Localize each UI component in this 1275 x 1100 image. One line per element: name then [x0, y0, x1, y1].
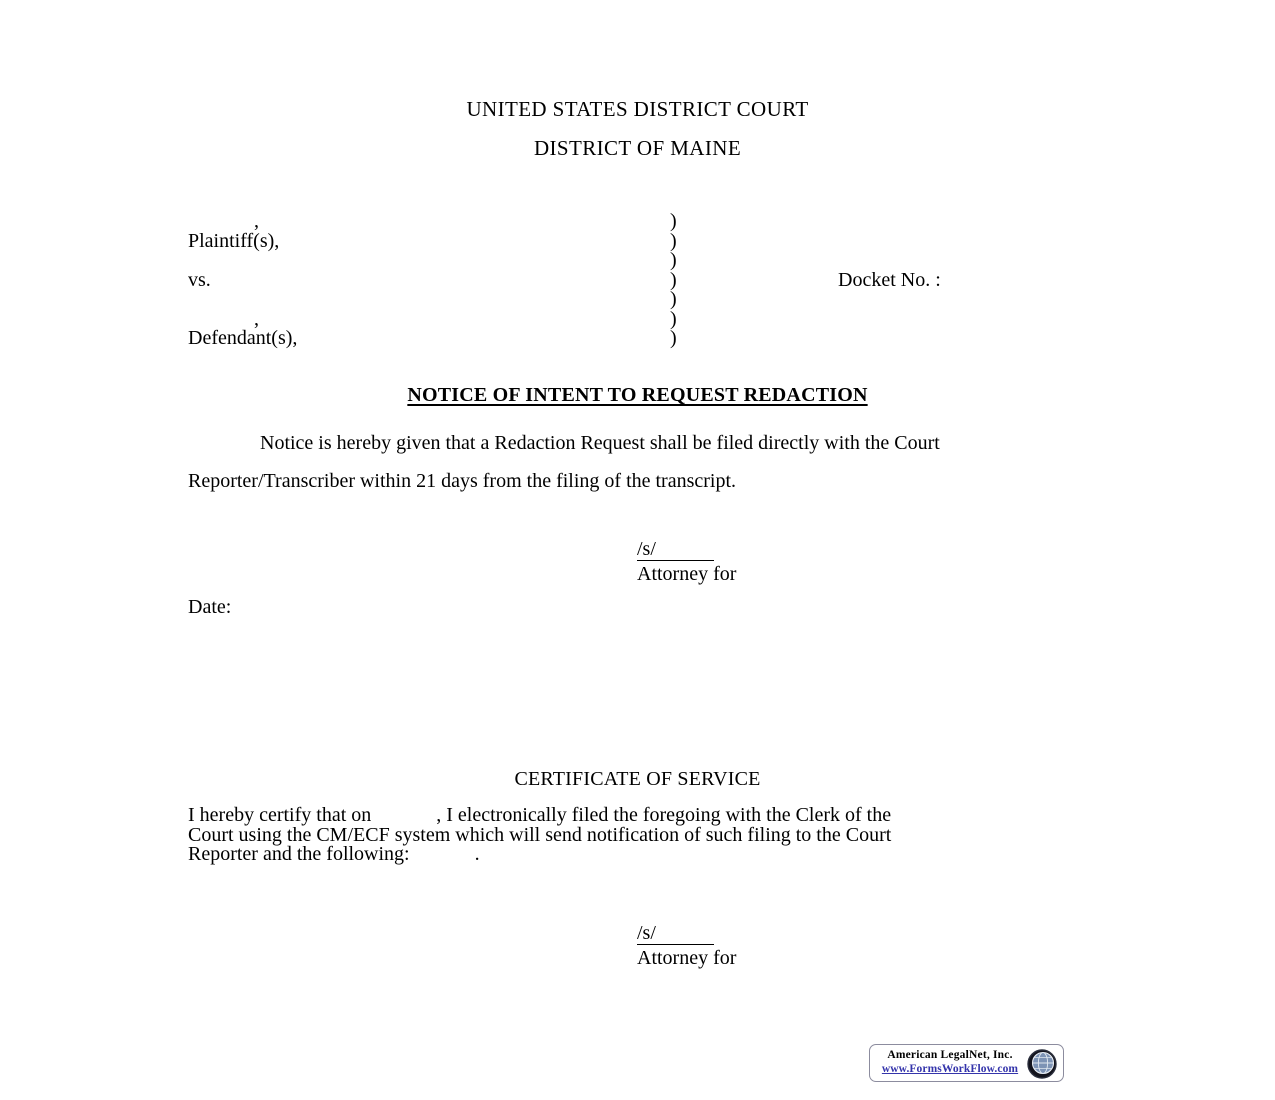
notice-body-paragraph: Notice is hereby given that a Redaction Request shall be filed directly with the Court Reporter/Transcriber within 21 days from the filing of the transcript.: [188, 432, 940, 492]
court-name: UNITED STATES DISTRICT COURT: [466, 97, 809, 121]
defendant-label: Defendant(s),: [188, 327, 298, 349]
certificate-of-service-heading: CERTIFICATE OF SERVICE: [514, 768, 761, 790]
caption-paren: ): [670, 288, 677, 310]
date-field[interactable]: Date:: [188, 596, 232, 618]
caption-paren: ): [670, 210, 677, 232]
certificate-of-service-paragraph: [188, 806, 1072, 865]
versus-label: vs.: [188, 268, 211, 291]
document-title-text: NOTICE OF INTENT TO REQUEST REDACTION: [407, 384, 868, 406]
footer-badge-text: [876, 1048, 1024, 1076]
caption-block: [188, 212, 1088, 357]
certificate-line-1: I hereby certify that on , I electronically filed the foregoing with the Clerk of the: [188, 804, 892, 826]
document-title: [0, 384, 1275, 407]
caption-paren-column: [670, 212, 700, 349]
plaintiff-name-field[interactable]: ,: [254, 210, 259, 232]
attorney-for-label: Attorney for: [637, 563, 737, 585]
globe-icon: [1027, 1049, 1057, 1079]
caption-parties: [188, 212, 658, 349]
caption-spacer-1: [188, 251, 658, 271]
caption-paren: ): [670, 268, 677, 291]
caption-paren: ): [670, 249, 677, 271]
plaintiff-label: Plaintiff(s),: [188, 229, 280, 252]
caption-paren: ): [670, 327, 677, 349]
footer-company-name: American LegalNet, Inc.: [887, 1049, 1013, 1061]
caption-paren: ): [670, 307, 677, 330]
caption-paren: ): [670, 229, 677, 252]
footer-url-link[interactable]: www.FormsWorkFlow.com: [881, 1063, 1019, 1075]
docket-number-field[interactable]: Docket No. :: [838, 268, 941, 291]
signature-line[interactable]: /s/: [637, 922, 714, 945]
signature-line[interactable]: /s/: [637, 538, 714, 561]
certificate-line-2: Court using the CM/ECF system which will send notification of such filing to the Court: [188, 823, 892, 846]
caption-spacer-2: [188, 290, 658, 310]
defendant-name-field[interactable]: ,: [254, 307, 259, 330]
footer-badge: [869, 1044, 1064, 1082]
court-header: [0, 96, 1275, 161]
court-district: DISTRICT OF MAINE: [533, 136, 742, 160]
signature-block-certificate: [637, 922, 937, 969]
attorney-for-label: Attorney for: [637, 947, 737, 969]
certificate-line-3: Reporter and the following: .: [188, 843, 480, 865]
signature-block-notice: [637, 538, 937, 585]
